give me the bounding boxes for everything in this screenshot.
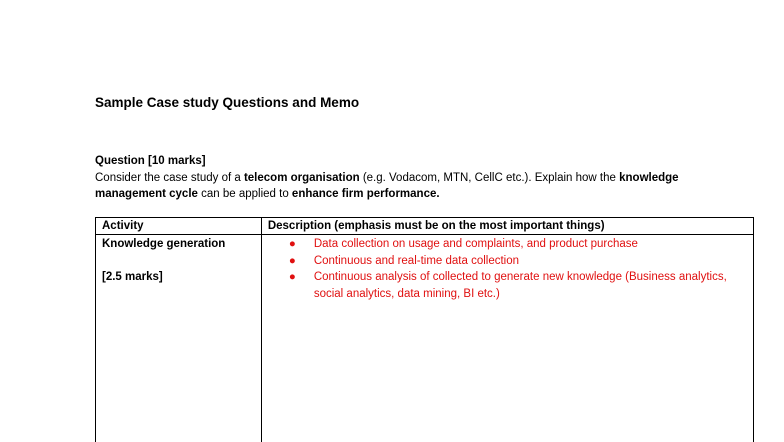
question-keyword-km-cycle: knowledge management cycle <box>95 172 679 201</box>
question-text-part: (e.g. Vodacom, MTN, CellC etc.). Explain how the <box>360 172 620 184</box>
list-item <box>314 253 747 270</box>
document-title: Sample Case study Questions and Memo <box>95 95 359 110</box>
question-text-part: Consider the case study of a <box>95 172 244 184</box>
bullet-text: Continuous analysis of collected to generate new knowledge (Business analytics, social analytics, data mining, BI etc.) <box>314 271 727 300</box>
bullet-text: Data collection on usage and complaints, and product purchase <box>314 238 638 250</box>
question-text-part: can be applied to <box>198 188 292 200</box>
list-item <box>314 236 747 253</box>
bullet-dot-icon: ● <box>289 236 296 253</box>
list-item <box>314 269 747 302</box>
column-header-description: Description (emphasis must be on the most important things) <box>261 218 753 235</box>
description-bullet-list <box>268 236 747 302</box>
table-row <box>96 235 754 442</box>
activity-marks: [2.5 marks] <box>102 269 255 285</box>
activity-cell <box>96 235 262 442</box>
description-cell <box>261 235 753 442</box>
question-block <box>95 153 735 203</box>
bullet-dot-icon: ● <box>289 253 296 270</box>
bullet-dot-icon: ● <box>289 269 296 286</box>
question-heading: Question [10 marks] <box>95 153 735 170</box>
question-text <box>95 170 735 203</box>
question-keyword-performance: enhance firm performance. <box>292 188 440 200</box>
bullet-text: Continuous and real-time data collection <box>314 255 519 267</box>
column-header-activity: Activity <box>96 218 262 235</box>
memo-table <box>95 217 754 442</box>
table-header-row <box>96 218 754 235</box>
question-keyword-telecom: telecom organisation <box>244 172 360 184</box>
activity-name: Knowledge generation <box>102 236 255 252</box>
